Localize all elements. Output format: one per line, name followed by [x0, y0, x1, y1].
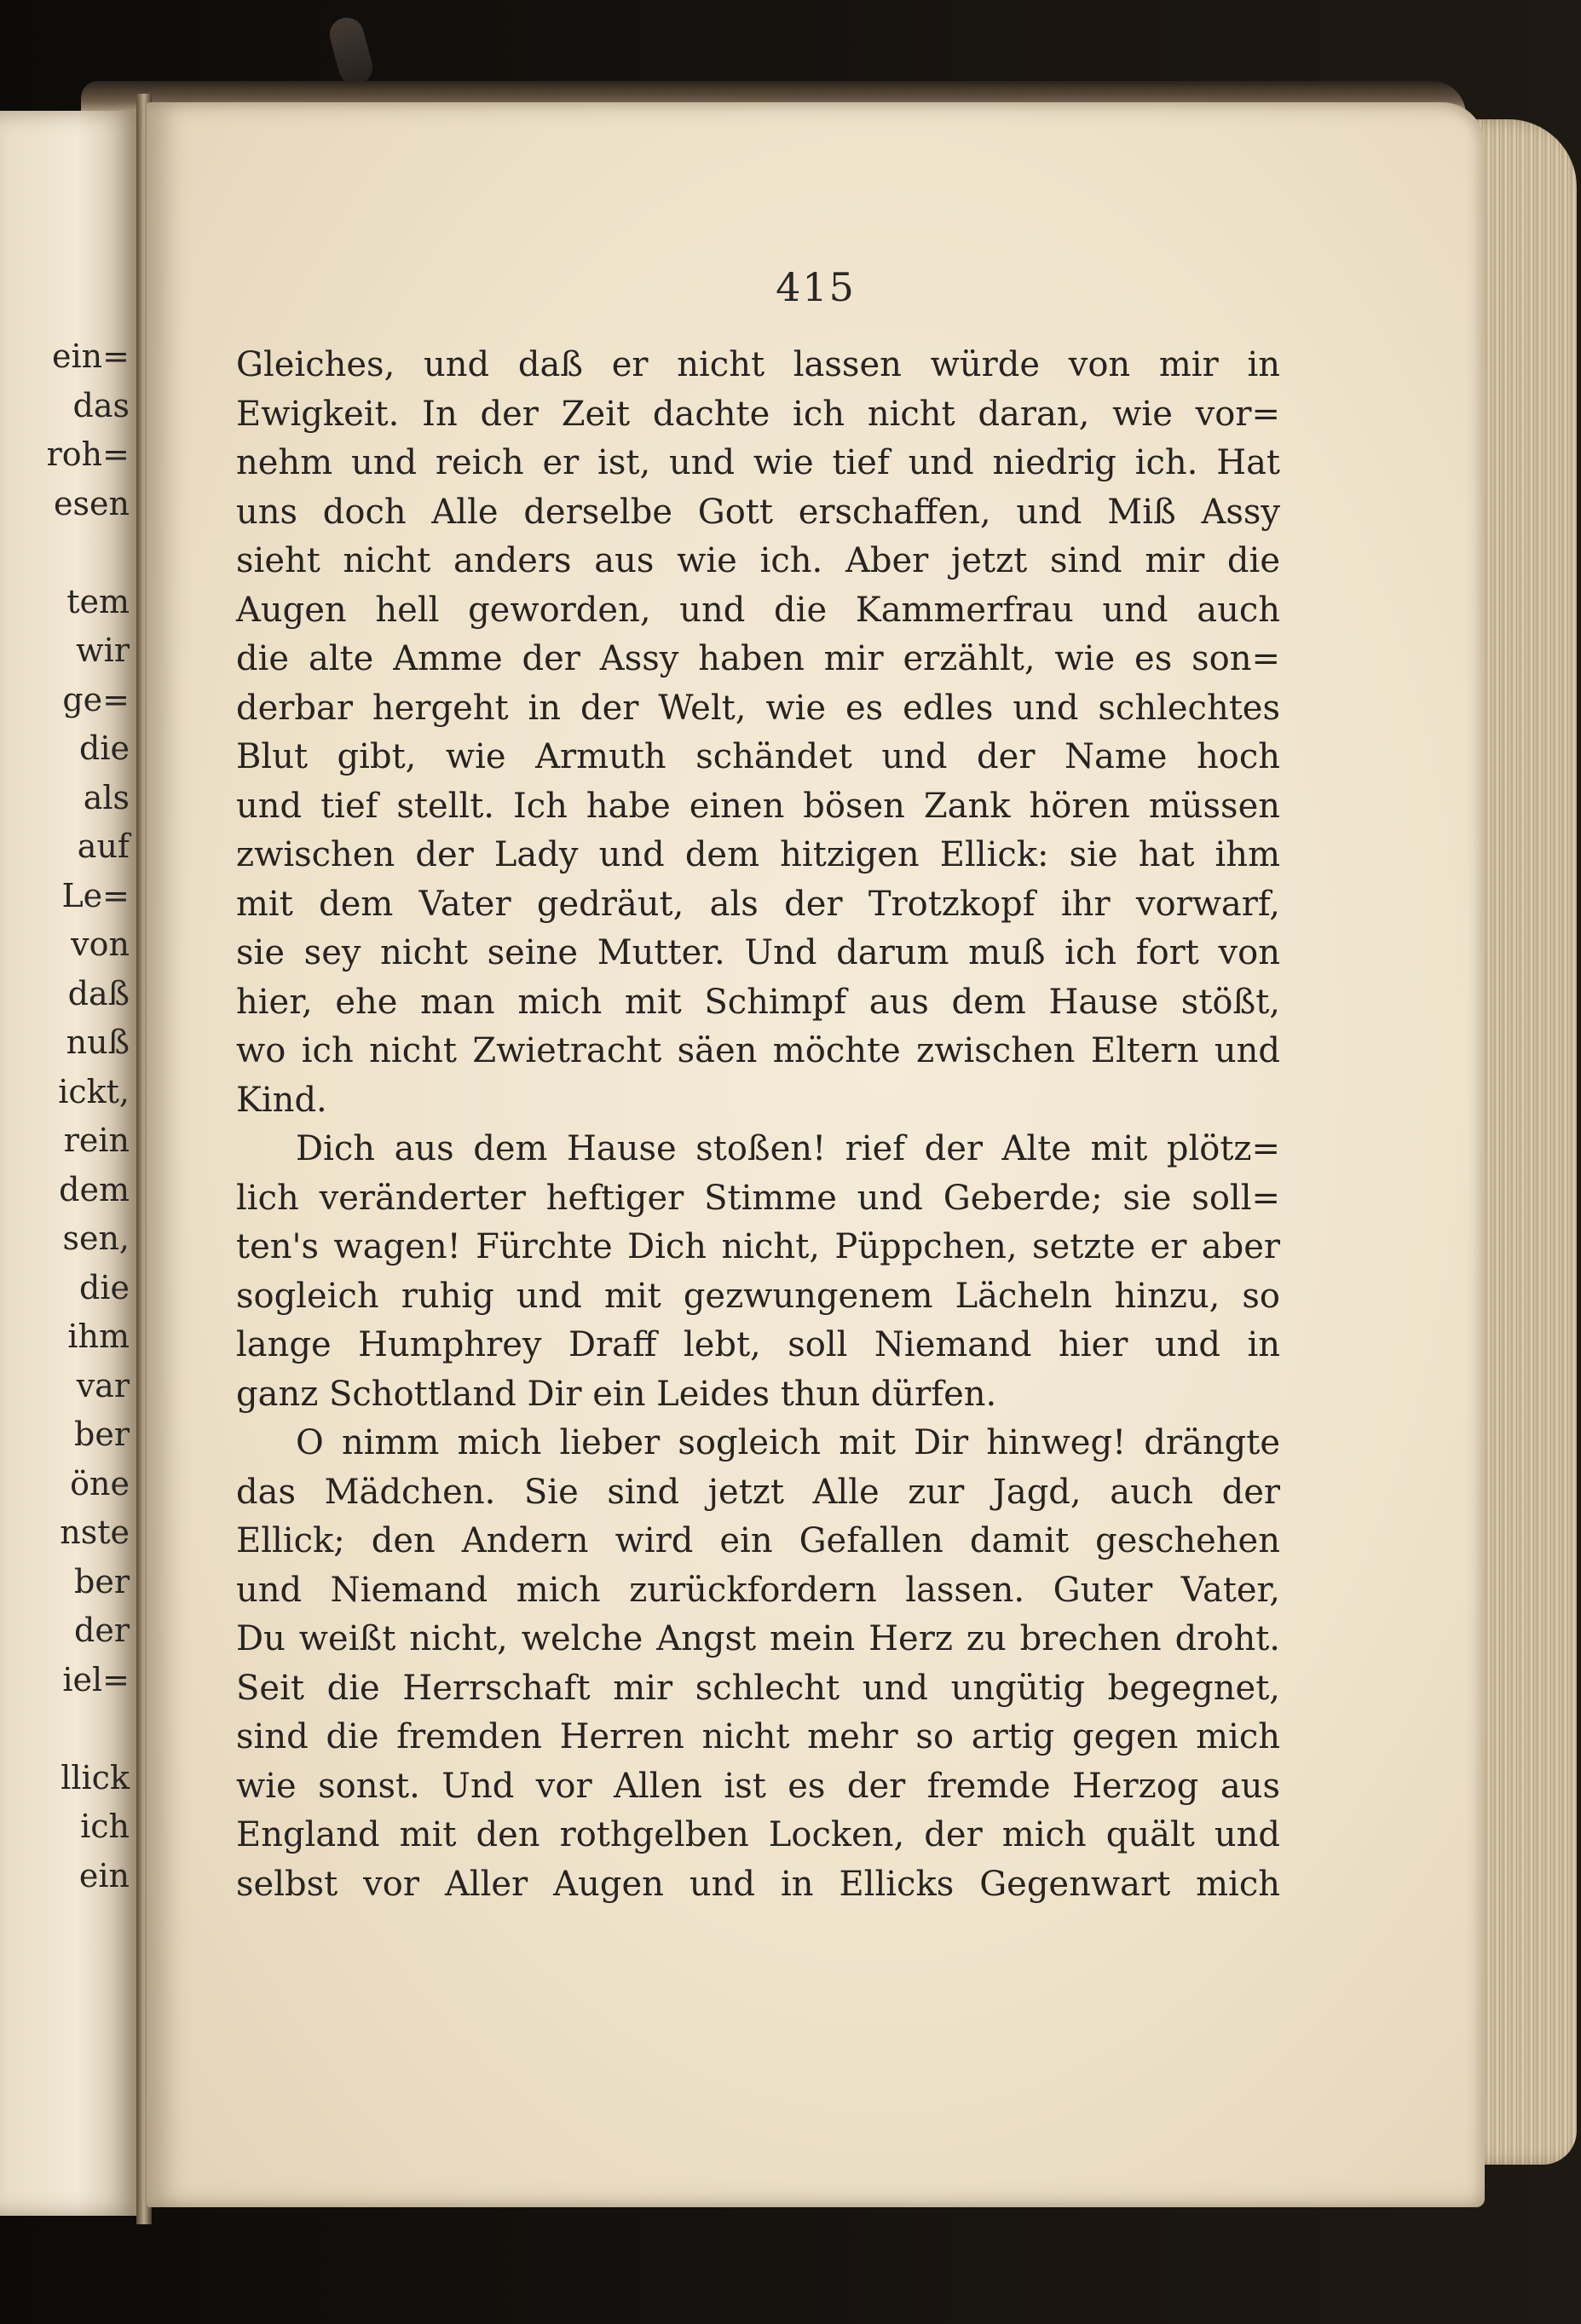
text-line: ganz Schottland Dir ein Leides thun dürfen. [236, 1374, 997, 1414]
body-text [236, 341, 1280, 1909]
text-line: lich veränderter heftiger Stimme und Geberde; sie soll= [236, 1178, 1280, 1218]
left-fragment: als [83, 778, 130, 816]
text-line: Ellick; den Andern wird ein Gefallen damit geschehen [236, 1521, 1280, 1560]
page-number: 415 [776, 264, 856, 310]
text-line: mit dem Vater gedräut, als der Trotzkopf ihr vorwarf, [236, 884, 1280, 924]
text-line: Augen hell geworden, und die Kammerfrau und auch [236, 590, 1280, 630]
left-fragment: auf [77, 828, 130, 865]
text-line: und Niemand mich zurückfordern lassen. Guter Vater, [236, 1570, 1280, 1610]
text-line: selbst vor Aller Augen und in Ellicks Gegenwart mich [236, 1864, 1280, 1904]
left-fragment: die [79, 729, 130, 767]
left-fragment: die [79, 1268, 130, 1306]
left-fragment: ihm [67, 1318, 130, 1355]
left-fragment: dem [59, 1170, 130, 1208]
left-fragment: nste [60, 1514, 130, 1551]
text-line: ten's wagen! Fürchte Dich nicht, Püppchen, setzte er aber [236, 1227, 1280, 1266]
text-line: sieht nicht anders aus wie ich. Aber jetzt sind mir die [236, 541, 1280, 580]
clasp-mark [326, 14, 376, 89]
left-fragment: nuß [66, 1024, 130, 1061]
left-fragment: ber [74, 1416, 130, 1453]
left-fragment: ber [74, 1562, 130, 1600]
text-line: uns doch Alle derselbe Gott erschaffen, und Miß Assy [236, 492, 1280, 532]
text-line: England mit den rothgelben Locken, der mich quält und [236, 1815, 1280, 1854]
text-line: die alte Amme der Assy haben mir erzählt, wie es son= [236, 639, 1280, 678]
left-fragment: von [71, 926, 130, 963]
left-fragment: iel= [62, 1660, 130, 1698]
left-fragment [7, 1704, 135, 1754]
text-line: Du weißt nicht, welche Angst mein Herz zu brechen droht. [236, 1619, 1280, 1658]
text-line: sogleich ruhig und mit gezwungenem Lächeln hinzu, so [236, 1276, 1280, 1316]
text-line: das Mädchen. Sie sind jetzt Alle zur Jagd, auch der [236, 1472, 1280, 1512]
left-fragment: öne [70, 1464, 130, 1502]
left-fragment: das [72, 386, 130, 424]
left-fragment: ich [80, 1808, 130, 1845]
text-line: zwischen der Lady und dem hitzigen Ellick: sie hat ihm [236, 835, 1280, 874]
left-fragment: rein [63, 1122, 130, 1159]
left-fragment: der [74, 1612, 130, 1649]
left-fragment: Le= [61, 876, 130, 914]
text-line: nehm und reich er ist, und wie tief und niedrig ich. Hat [236, 443, 1280, 482]
left-fragment: ickt, [58, 1072, 130, 1110]
left-fragment: wir [76, 631, 130, 669]
text-line: Gleiches, und daß er nicht lassen würde von mir in [236, 345, 1280, 384]
left-fragment: esen [54, 484, 130, 522]
text-line: lange Humphrey Draff lebt, soll Niemand hier und in [236, 1325, 1280, 1364]
text-line: Blut gibt, wie Armuth schändet und der Name hoch [236, 737, 1280, 776]
text-line: und tief stellt. Ich habe einen bösen Zank hören müssen [236, 786, 1280, 826]
text-line: Ewigkeit. In der Zeit dachte ich nicht daran, wie vor= [236, 394, 1280, 434]
left-fragment: daß [67, 974, 130, 1012]
right-page [147, 102, 1485, 2207]
text-line: sie sey nicht seine Mutter. Und darum muß ich fort von [236, 933, 1280, 972]
text-line: O nimm mich lieber sogleich mit Dir hinweg! drängte [296, 1423, 1280, 1462]
left-fragment: ein= [52, 337, 130, 375]
left-fragment: sen, [62, 1220, 130, 1257]
text-line: sind die fremden Herren nicht mehr so artig gegen mich [236, 1717, 1280, 1756]
left-fragment: ein [78, 1856, 130, 1894]
text-line: Dich aus dem Hause stoßen! rief der Alte mit plötz= [296, 1129, 1280, 1168]
left-fragment: llick [61, 1758, 130, 1796]
left-fragment [7, 528, 135, 578]
text-line: derbar hergeht in der Welt, wie es edles und schlechtes [236, 688, 1280, 728]
text-line: hier, ehe man mich mit Schimpf aus dem Hause stößt, [236, 982, 1280, 1022]
text-line: Seit die Herrschaft mir schlecht und ungütig begegnet, [236, 1668, 1280, 1708]
left-page-text-fragments [7, 332, 135, 1900]
left-fragment: roh= [46, 435, 130, 473]
text-line: wie sonst. Und vor Allen ist es der fremde Herzog aus [236, 1766, 1280, 1806]
left-fragment: var [76, 1366, 130, 1404]
left-fragment: ge= [62, 680, 130, 718]
text-line: Kind. [236, 1080, 327, 1120]
left-fragment: tem [66, 582, 130, 620]
text-line: wo ich nicht Zwietracht säen möchte zwischen Eltern und [236, 1031, 1280, 1070]
left-page [0, 111, 141, 2216]
